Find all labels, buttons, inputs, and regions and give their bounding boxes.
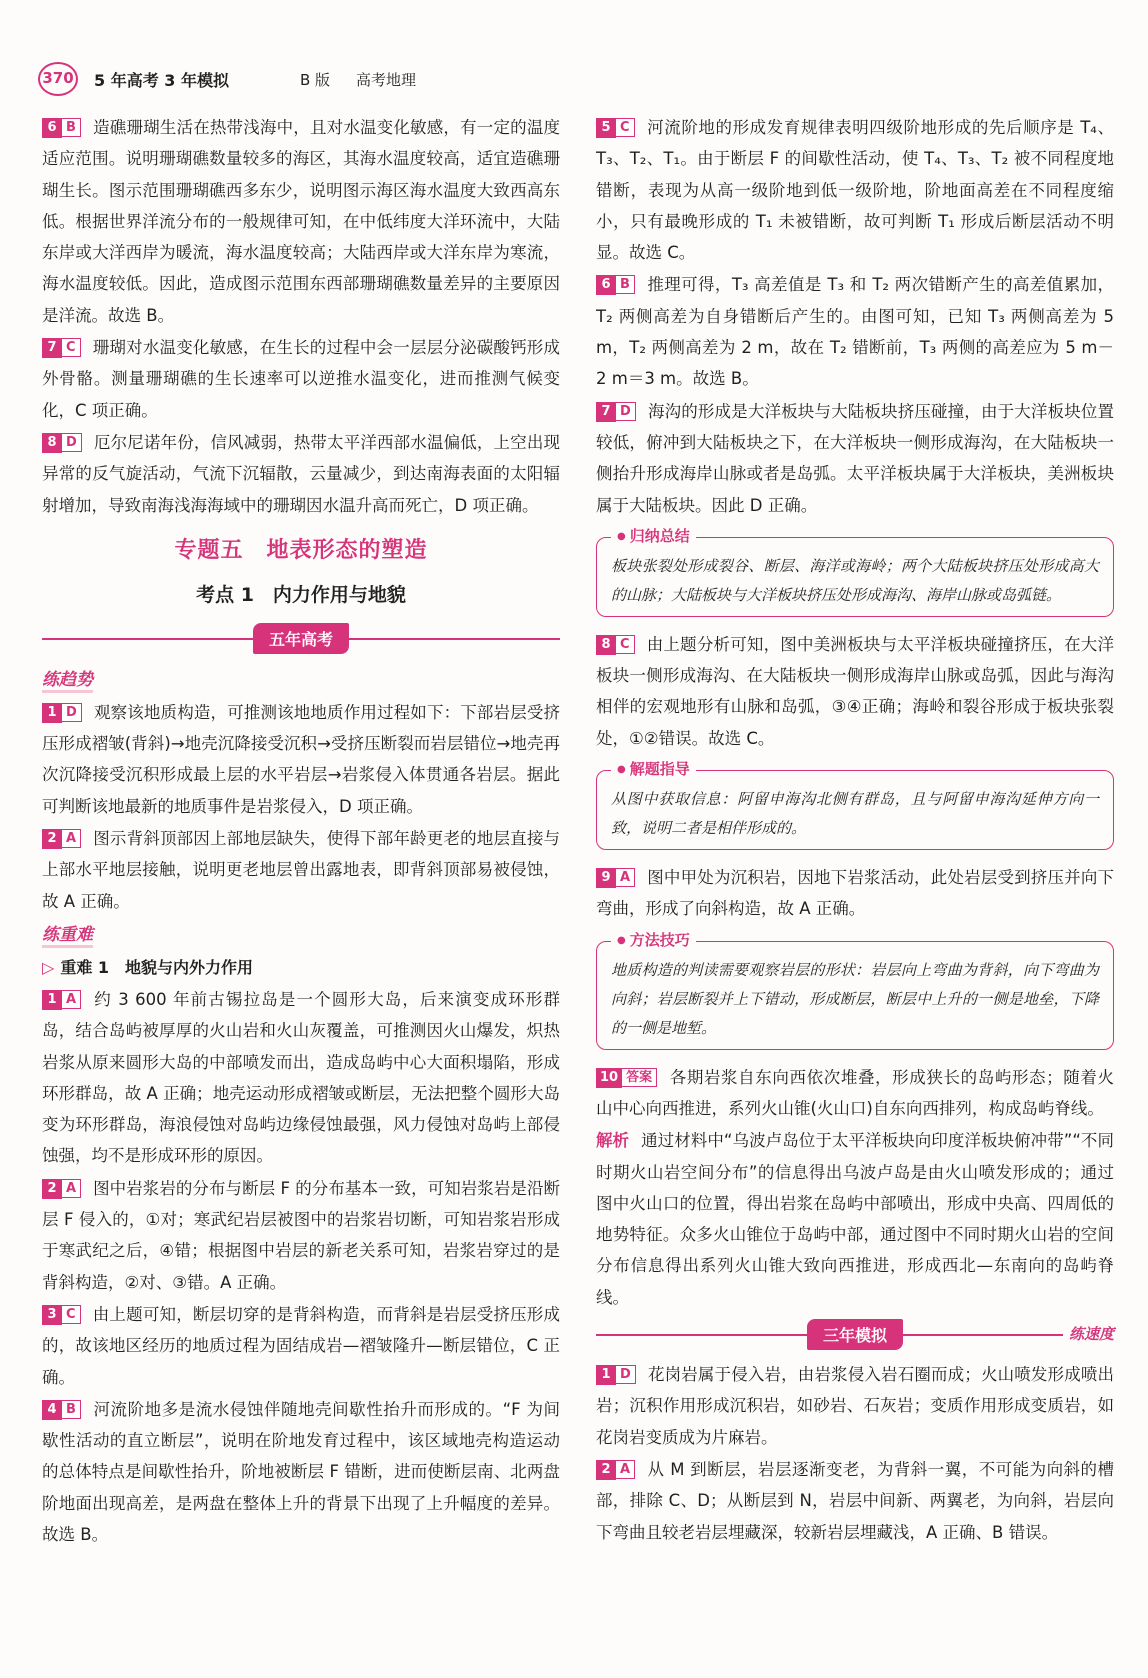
answer-item: 8 D 厄尔尼诺年份，信风减弱，热带太平洋西部水温偏低，上空出现异常的反气旋活动，气流下沉辐散，云量减少，到达南海表面的太阳辐射增加，导致南海浅海海域中的珊瑚因水温升高而死亡，D 项正确。 <box>42 432 560 515</box>
answer-item: 2 A 从 M 到断层，岩层逐渐变老，为背斜一翼，不可能为向斜的槽部，排除 C、D；从断层到 N，岩层中间新、两翼老，为向斜，岩层向下弯曲且较老岩层埋藏深，较新岩层埋藏浅，A 正确、B 错误。 <box>596 1459 1114 1542</box>
tip-box <box>596 760 1114 850</box>
answer-badge: 1 D <box>42 703 82 723</box>
answer-badge: 10 答案 <box>596 1068 657 1088</box>
page-header <box>38 62 1113 96</box>
answer-item: 1 D 观察该地质构造，可推测该地地质作用过程如下：下部岩层受挤压形成褶皱(背斜)→地壳沉降接受沉积→受挤压断裂而岩层错位→地壳再次沉降接受沉积形成最上层的水平岩层→岩浆侵入体贯通各岩层。据此可判断该地最新的地质事件是岩浆侵入，D 项正确。 <box>42 702 560 816</box>
section-banner <box>42 621 560 657</box>
practice-tag: 练趋势 <box>42 663 560 697</box>
book-subject: 高考地理 <box>356 71 417 89</box>
answer-badge: 7 C <box>42 338 81 358</box>
answer-item: 6 B 推理可得，T₃ 高差值是 T₃ 和 T₂ 两次错断产生的高差值累加，T₂ 两侧高差为自身错断后产生的。由图可知，已知 T₃ 两侧高差为 5 m，T₂ 两侧高差为 2 m，故在 T₂ 错断前，T₃ 两侧的高差应为 5 m－2 m＝3 m。故选 B。 <box>596 275 1114 389</box>
answer-badge: 8 D <box>42 433 82 453</box>
analysis-label: 解析 <box>596 1131 630 1151</box>
banner-label: 五年高考 <box>253 623 349 654</box>
section-banner <box>596 1317 1114 1353</box>
answer-item: 3 C 由上题可知，断层切穿的是背斜构造，而背斜是岩层受挤压形成的，故该地区经历的地质过程为固结成岩—褶皱隆升—断层错位，C 正确。 <box>42 1304 560 1387</box>
answer-item: 6 B 造礁珊瑚生活在热带浅海中，且对水温变化敏感，有一定的温度适应范围。说明珊瑚礁数量较多的海区，其海水温度较高，适宜造礁珊瑚生长。图示范围珊瑚礁西多东少，说明图示海区海水温度大致西高东低。根据世界洋流分布的一般规律可知，在中低纬度大洋环流中，大陆东岸或大洋西岸为暖流，海水温度较高；大陆西岸或大洋东岸为寒流，海水温度较低。因此，造成图示范围东西部珊瑚礁数量差异的主要原因是洋流。故选 B。 <box>42 118 560 325</box>
book-edition: B 版 <box>300 71 331 89</box>
banner-side-label: 练速度 <box>1063 1323 1114 1344</box>
answer-item: 10 答案 各期岩浆自东向西依次堆叠，形成狭长的岛屿形态；随着火山中心向西推进，系列火山锥(火山口)自东向西排列，构成岛屿脊线。 <box>596 1067 1114 1118</box>
answer-badge: 2 A <box>596 1460 635 1480</box>
answer-item: 1 A 约 3 600 年前古锡拉岛是一个圆形大岛，后来演变成环形群岛，结合岛屿被厚厚的火山岩和火山灰覆盖，可推测因火山爆发，炽热岩浆从原来圆形大岛的中部喷发而出，造成岛屿中心大面积塌陷，形成环形群岛，故 A 正确；地壳运动形成褶皱或断层，无法把整个圆形大岛变为环形群岛，海浪侵蚀对岛屿边缘侵蚀最强，风力侵蚀对岛屿上部侵蚀强，均不是形成环形的原因。 <box>42 989 560 1166</box>
tip-box-title: ● 解题指导 <box>611 758 696 779</box>
tip-box <box>596 526 1114 617</box>
answer-badge: 7 D <box>596 402 636 422</box>
tip-box-text: 地质构造的判读需要观察岩层的形状：岩层向上弯曲为背斜，向下弯曲为向斜；岩层断裂并上下错动，形成断层，断层中上升的一侧是地垒，下降的一侧是地堑。 <box>611 960 1099 1037</box>
answer-item: 2 A 图中岩浆岩的分布与断层 F 的分布基本一致，可知岩浆岩是沿断层 F 侵入的，①对；寒武纪岩层被图中的岩浆岩切断，可知岩浆岩形成于寒武纪之后，④错；根据图中岩层的新老关系可知，岩浆岩穿过的是背斜构造，②对、③错。A 正确。 <box>42 1178 560 1292</box>
right-column <box>596 112 1114 1549</box>
answer-badge: 2 A <box>42 1179 81 1199</box>
answer-badge: 2 A <box>42 829 81 849</box>
answer-item: 4 B 河流阶地多是流水侵蚀伴随地壳间歇性抬升而形成的。“F 为间歇性活动的直立断层”，说明在阶地发育过程中，该区域地壳构造运动的总体特点是间歇性抬升，阶地被断层 F 错断，进而使断层南、北两盘阶地面出现高差，是两盘在整体上升的背景下出现了上升幅度的差异。故选 B。 <box>42 1399 560 1544</box>
answer-badge: 1 D <box>596 1365 636 1385</box>
tip-box-title: ● 方法技巧 <box>611 929 696 950</box>
practice-tag: 练重难 <box>42 918 560 952</box>
page-number: 370 <box>38 62 78 96</box>
answer-item: 8 C 由上题分析可知，图中美洲板块与太平洋板块碰撞挤压，在大洋板块一侧形成海沟、在大陆板块一侧形成海岸山脉或岛弧，因此与海沟相伴的宏观地形有山脉和岛弧，③④正确；海岭和裂谷形成于板块张裂处，①②错误。故选 C。 <box>596 634 1114 748</box>
answer-item: 7 C 珊瑚对水温变化敏感，在生长的过程中会一层层分泌碳酸钙形成外骨骼。测量珊瑚礁的生长速率可以逆推水温变化，进而推测气候变化，C 项正确。 <box>42 338 560 420</box>
banner-label: 三年模拟 <box>807 1319 903 1350</box>
answer-item: 9 A 图中甲处为沉积岩，因地下岩浆活动，此处岩层受到挤压并向下弯曲，形成了向斜构造，故 A 正确。 <box>596 868 1114 919</box>
answer-badge: 4 B <box>42 1400 81 1420</box>
tip-box-text: 从图中获取信息：阿留申海沟北侧有群岛，且与阿留申海沟延伸方向一致，说明二者是相伴形成的。 <box>611 790 1099 838</box>
tip-box-title: ● 归纳总结 <box>611 525 696 546</box>
subheading: ▷ 重难 1 地貌与内外力作用 <box>42 957 254 977</box>
answer-badge: 6 B <box>42 118 81 138</box>
answer-item: 2 A 图示背斜顶部因上部地层缺失，使得下部年龄更老的地层直接与上部水平地层接触，说明更老地层曾出露地表，即背斜顶部易被侵蚀，故 A 正确。 <box>42 829 560 911</box>
answer-badge: 8 C <box>596 635 635 655</box>
topic-title: 考点 1 内力作用与地貌 <box>196 583 406 606</box>
section-title: 专题五 地表形态的塑造 <box>174 537 428 563</box>
answer-badge: 6 B <box>596 275 635 295</box>
answer-item: 1 D 花岗岩属于侵入岩，由岩浆侵入岩石圈而成；火山喷发形成喷出岩；沉积作用形成沉积岩，如砂岩、石灰岩；变质作用形成变质岩，如花岗岩变质成为片麻岩。 <box>596 1365 1114 1447</box>
answer-badge: 1 A <box>42 990 81 1010</box>
analysis: 解析 通过材料中“乌波卢岛位于太平洋板块向印度洋板块俯冲带”“不同时期火山岩空间分布”的信息得出乌波卢岛是由火山喷发形成的；通过图中火山口的位置，得出岩浆在岛屿中部喷出，形成中央高、四周低的地势特征。众多火山锥位于岛屿中部，通过图中不同时期火山岩的空间分布信息得出系列火山锥大致向西推进，形成西北—东南向的岛屿脊线。 <box>596 1131 1114 1307</box>
triangle-icon: ▷ <box>42 957 55 977</box>
answer-badge: 5 C <box>596 118 635 138</box>
tip-box-text: 板块张裂处形成裂谷、断层、海洋或海岭；两个大陆板块挤压处形成高大的山脉；大陆板块与大洋板块挤压处形成海沟、海岸山脉或岛弧链。 <box>611 556 1099 604</box>
answer-badge: 9 A <box>596 868 635 888</box>
answer-item: 7 D 海沟的形成是大洋板块与大陆板块挤压碰撞，由于大洋板块位置较低，俯冲到大陆板块之下，在大洋板块一侧形成海沟，在大陆板块一侧抬升形成海岸山脉或者是岛弧。太平洋板块属于大洋板块，美洲板块属于大陆板块。因此 D 正确。 <box>596 401 1114 515</box>
book-title: 5 年高考 3 年模拟 <box>94 71 229 90</box>
tip-box <box>596 930 1114 1050</box>
left-column <box>42 112 560 1551</box>
answer-item: 5 C 河流阶地的形成发育规律表明四级阶地形成的先后顺序是 T₄、T₃、T₂、T₁。由于断层 F 的间歇性活动，使 T₄、T₃、T₂ 被不同程度地错断，表现为从高一级阶地到低一级阶地，阶地面高差在不同程度缩小，只有最晚形成的 T₁ 未被错断，故可判断 T₁ 形成后断层活动不明显。故选 C。 <box>596 118 1114 263</box>
answer-badge: 3 C <box>42 1305 81 1325</box>
